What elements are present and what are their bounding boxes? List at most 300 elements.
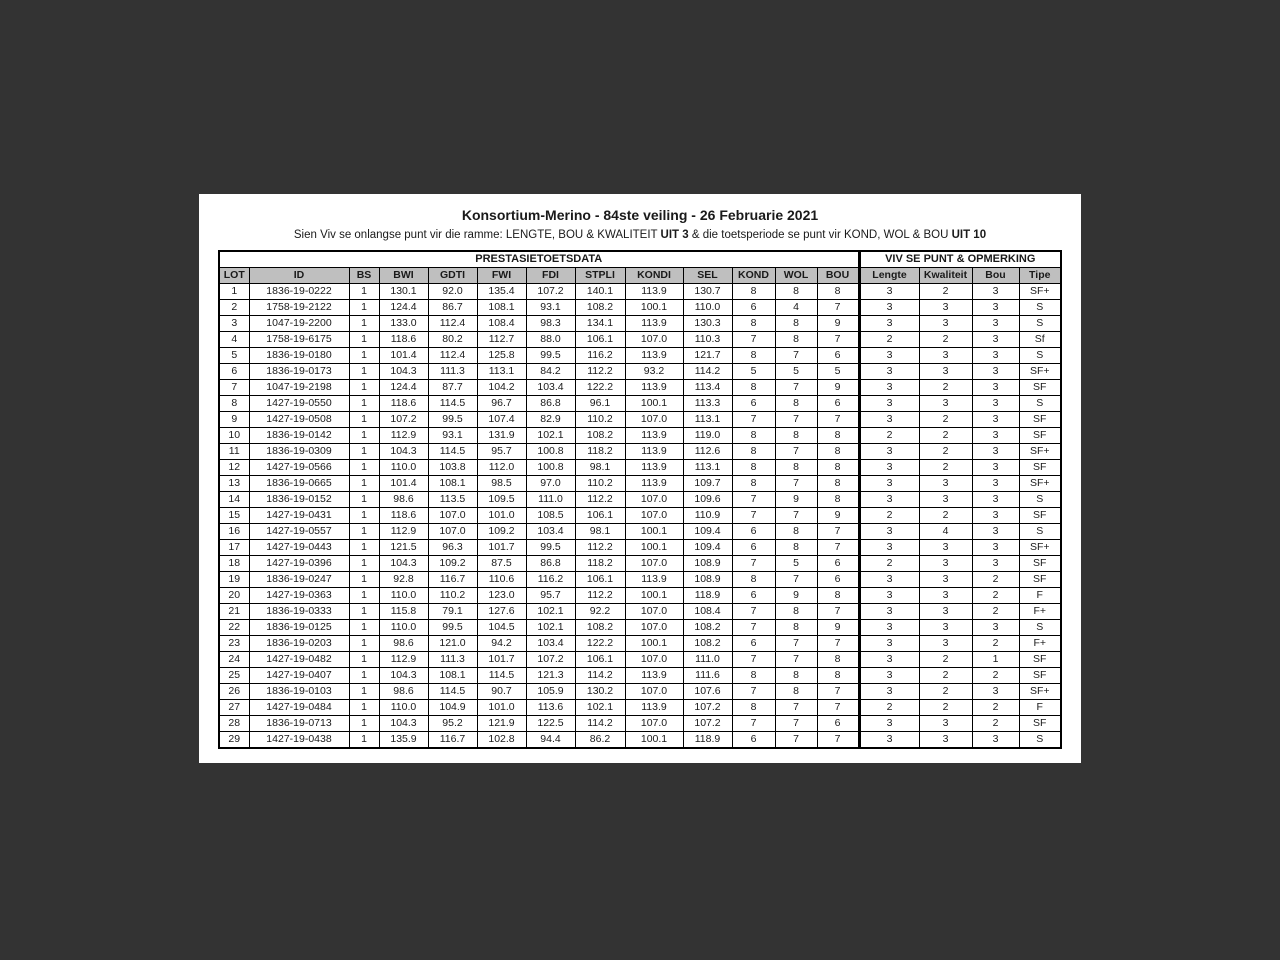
column-header: BOU: [817, 268, 859, 284]
table-row: [219, 428, 1061, 444]
cell: 3: [859, 348, 919, 364]
cell: 111.0: [526, 492, 575, 508]
cell: 100.1: [625, 636, 683, 652]
cell: 112.2: [575, 588, 625, 604]
column-header: Lengte: [859, 268, 919, 284]
cell: 113.9: [625, 444, 683, 460]
cell: 135.4: [477, 284, 526, 300]
cell: 6: [817, 348, 859, 364]
cell: 108.2: [575, 620, 625, 636]
table-row: [219, 652, 1061, 668]
cell: SF: [1019, 380, 1061, 396]
cell: 2: [972, 572, 1019, 588]
cell: 11: [219, 444, 249, 460]
cell: 1: [349, 460, 379, 476]
cell: 8: [817, 444, 859, 460]
cell: 113.9: [625, 284, 683, 300]
cell: 113.1: [477, 364, 526, 380]
cell: 112.9: [379, 428, 428, 444]
table-row: [219, 540, 1061, 556]
cell: 88.0: [526, 332, 575, 348]
cell: 3: [972, 620, 1019, 636]
cell: 3: [859, 620, 919, 636]
cell: 94.4: [526, 732, 575, 749]
cell: 2: [919, 700, 972, 716]
cell: Sf: [1019, 332, 1061, 348]
cell: 3: [859, 668, 919, 684]
cell: 118.2: [575, 444, 625, 460]
cell: 100.1: [625, 396, 683, 412]
cell: 2: [972, 716, 1019, 732]
cell: 3: [919, 396, 972, 412]
cell: 104.3: [379, 668, 428, 684]
cell: 112.4: [428, 348, 477, 364]
cell: 95.2: [428, 716, 477, 732]
column-header: FDI: [526, 268, 575, 284]
cell: 1: [349, 476, 379, 492]
data-table: [218, 250, 1062, 749]
cell: 82.9: [526, 412, 575, 428]
cell: 107.0: [428, 508, 477, 524]
cell: 1: [349, 732, 379, 749]
cell: 7: [817, 300, 859, 316]
cell: 5: [775, 364, 817, 380]
cell: 5: [817, 364, 859, 380]
cell: 1: [349, 428, 379, 444]
cell: 3: [859, 492, 919, 508]
cell: 100.1: [625, 300, 683, 316]
cell: 2: [919, 684, 972, 700]
cell: 109.4: [683, 524, 732, 540]
cell: 104.5: [477, 620, 526, 636]
cell: 8: [775, 460, 817, 476]
cell: 98.1: [575, 460, 625, 476]
cell: 107.0: [625, 492, 683, 508]
cell: 14: [219, 492, 249, 508]
cell: 112.6: [683, 444, 732, 460]
cell: 15: [219, 508, 249, 524]
cell: 3: [859, 284, 919, 300]
cell: 8: [732, 348, 775, 364]
cell: 3: [859, 732, 919, 749]
cell: 3: [859, 652, 919, 668]
cell: 7: [732, 620, 775, 636]
cell: 113.9: [625, 316, 683, 332]
cell: 108.2: [683, 620, 732, 636]
cell: 6: [732, 588, 775, 604]
table-row: [219, 476, 1061, 492]
cell: SF+: [1019, 364, 1061, 380]
cell: 111.0: [683, 652, 732, 668]
cell: 118.9: [683, 588, 732, 604]
cell: 3: [919, 716, 972, 732]
cell: 100.8: [526, 444, 575, 460]
cell: 2: [972, 588, 1019, 604]
cell: 104.3: [379, 556, 428, 572]
cell: 1: [219, 284, 249, 300]
cell: SF+: [1019, 476, 1061, 492]
cell: 7: [817, 636, 859, 652]
column-header: STPLI: [575, 268, 625, 284]
cell: 1: [349, 348, 379, 364]
cell: 18: [219, 556, 249, 572]
cell: 106.1: [575, 572, 625, 588]
cell: 5: [732, 364, 775, 380]
cell: 105.9: [526, 684, 575, 700]
group-header: PRESTASIETOETSDATA: [219, 251, 859, 268]
cell: 93.1: [526, 300, 575, 316]
cell: 110.2: [575, 412, 625, 428]
table-row: [219, 396, 1061, 412]
cell: 107.0: [428, 524, 477, 540]
cell: 1836-19-0713: [249, 716, 349, 732]
cell: 107.2: [526, 284, 575, 300]
column-header: BS: [349, 268, 379, 284]
cell: 131.9: [477, 428, 526, 444]
cell: 118.9: [683, 732, 732, 749]
cell: 8: [775, 396, 817, 412]
cell: 8: [732, 476, 775, 492]
cell: 3: [972, 556, 1019, 572]
cell: 87.7: [428, 380, 477, 396]
cell: 1: [349, 668, 379, 684]
cell: 7: [817, 524, 859, 540]
cell: 3: [859, 380, 919, 396]
cell: 1427-19-0396: [249, 556, 349, 572]
cell: 3: [919, 572, 972, 588]
cell: 8: [732, 444, 775, 460]
cell: 8: [817, 428, 859, 444]
cell: 16: [219, 524, 249, 540]
cell: 134.1: [575, 316, 625, 332]
cell: 8: [732, 460, 775, 476]
cell: 114.5: [428, 396, 477, 412]
cell: 121.0: [428, 636, 477, 652]
cell: 13: [219, 476, 249, 492]
cell: 3: [972, 380, 1019, 396]
cell: 107.0: [625, 508, 683, 524]
cell: 1: [349, 364, 379, 380]
cell: 3: [919, 620, 972, 636]
cell: 3: [919, 300, 972, 316]
cell: 109.7: [683, 476, 732, 492]
cell: 93.1: [428, 428, 477, 444]
cell: 122.2: [575, 636, 625, 652]
column-header: KONDI: [625, 268, 683, 284]
cell: 102.1: [526, 620, 575, 636]
cell: 7: [732, 508, 775, 524]
cell: 112.4: [428, 316, 477, 332]
cell: 113.9: [625, 476, 683, 492]
cell: 113.4: [683, 380, 732, 396]
cell: 1836-19-0173: [249, 364, 349, 380]
cell: 1427-19-0484: [249, 700, 349, 716]
cell: 8: [817, 492, 859, 508]
cell: 92.0: [428, 284, 477, 300]
cell: 6: [732, 540, 775, 556]
cell: 1836-19-0222: [249, 284, 349, 300]
cell: 106.1: [575, 652, 625, 668]
table-row: [219, 588, 1061, 604]
column-header: SEL: [683, 268, 732, 284]
cell: 107.2: [379, 412, 428, 428]
cell: 1: [349, 492, 379, 508]
table-row: [219, 412, 1061, 428]
cell: 1427-19-0407: [249, 668, 349, 684]
cell: 7: [817, 684, 859, 700]
cell: 108.9: [683, 572, 732, 588]
cell: 7: [775, 652, 817, 668]
cell: 2: [859, 332, 919, 348]
table-row: [219, 668, 1061, 684]
table-row: [219, 716, 1061, 732]
cell: 104.3: [379, 716, 428, 732]
cell: 1836-19-0103: [249, 684, 349, 700]
cell: SF: [1019, 716, 1061, 732]
cell: 95.7: [526, 588, 575, 604]
cell: 3: [859, 364, 919, 380]
cell: 3: [919, 636, 972, 652]
table-row: [219, 684, 1061, 700]
table-row: [219, 620, 1061, 636]
cell: 114.2: [575, 716, 625, 732]
cell: 1: [349, 380, 379, 396]
cell: 3: [859, 460, 919, 476]
cell: 2: [859, 556, 919, 572]
cell: 3: [919, 364, 972, 380]
group-header: VIV SE PUNT & OPMERKING: [859, 251, 1061, 268]
cell: 6: [732, 732, 775, 749]
cell: 3: [859, 636, 919, 652]
cell: 116.7: [428, 732, 477, 749]
cell: 103.4: [526, 524, 575, 540]
cell: 3: [859, 684, 919, 700]
cell: 86.8: [526, 556, 575, 572]
document-page: [199, 194, 1081, 763]
cell: 7: [817, 332, 859, 348]
cell: 113.9: [625, 668, 683, 684]
cell: 8: [775, 316, 817, 332]
cell: 112.0: [477, 460, 526, 476]
cell: 3: [859, 300, 919, 316]
cell: 121.9: [477, 716, 526, 732]
table-row: [219, 572, 1061, 588]
cell: 100.8: [526, 460, 575, 476]
cell: 101.0: [477, 700, 526, 716]
cell: 21: [219, 604, 249, 620]
cell: 80.2: [428, 332, 477, 348]
cell: 3: [919, 492, 972, 508]
cell: 8: [775, 684, 817, 700]
cell: 3: [972, 732, 1019, 749]
cell: 106.1: [575, 332, 625, 348]
cell: F: [1019, 700, 1061, 716]
column-header: FWI: [477, 268, 526, 284]
cell: 10: [219, 428, 249, 444]
cell: 7: [817, 700, 859, 716]
cell: 102.1: [526, 604, 575, 620]
cell: 1427-19-0443: [249, 540, 349, 556]
cell: 113.9: [625, 348, 683, 364]
cell: 3: [919, 604, 972, 620]
cell: 7: [775, 700, 817, 716]
cell: 1: [972, 652, 1019, 668]
cell: 98.6: [379, 684, 428, 700]
cell: 7: [732, 556, 775, 572]
cell: 2: [919, 652, 972, 668]
cell: 104.9: [428, 700, 477, 716]
cell: 108.2: [683, 636, 732, 652]
cell: 1: [349, 572, 379, 588]
table-row: [219, 636, 1061, 652]
cell: 2: [859, 508, 919, 524]
cell: 7: [732, 332, 775, 348]
cell: SF: [1019, 428, 1061, 444]
column-header: Tipe: [1019, 268, 1061, 284]
table-row: [219, 444, 1061, 460]
cell: 1: [349, 684, 379, 700]
cell: 8: [775, 284, 817, 300]
cell: 102.8: [477, 732, 526, 749]
cell: 1758-19-6175: [249, 332, 349, 348]
cell: 6: [817, 572, 859, 588]
cell: 123.0: [477, 588, 526, 604]
cell: 92.2: [575, 604, 625, 620]
cell: 7: [732, 716, 775, 732]
cell: 112.7: [477, 332, 526, 348]
cell: 7: [775, 412, 817, 428]
column-header: GDTI: [428, 268, 477, 284]
cell: 3: [859, 396, 919, 412]
cell: 7: [219, 380, 249, 396]
cell: 8: [775, 668, 817, 684]
subtitle-part: Sien Viv se onlangse punt vir die ramme: LENGTE, BOU & KWALITEIT: [293, 229, 661, 241]
cell: 1: [349, 620, 379, 636]
table-body: [219, 284, 1061, 749]
cell: 3: [972, 524, 1019, 540]
cell: 3: [919, 316, 972, 332]
cell: 101.0: [477, 508, 526, 524]
cell: 9: [219, 412, 249, 428]
cell: 8: [817, 668, 859, 684]
cell: 7: [775, 508, 817, 524]
cell: 109.6: [683, 492, 732, 508]
cell: 7: [732, 684, 775, 700]
cell: 3: [919, 588, 972, 604]
cell: 109.4: [683, 540, 732, 556]
cell: 6: [219, 364, 249, 380]
cell: 6: [732, 636, 775, 652]
table-row: [219, 524, 1061, 540]
cell: 8: [775, 540, 817, 556]
cell: 2: [972, 604, 1019, 620]
cell: 3: [859, 316, 919, 332]
table-row: [219, 508, 1061, 524]
cell: 3: [859, 716, 919, 732]
cell: 17: [219, 540, 249, 556]
cell: 101.7: [477, 540, 526, 556]
cell: 19: [219, 572, 249, 588]
cell: 124.4: [379, 380, 428, 396]
cell: 108.9: [683, 556, 732, 572]
cell: 116.2: [526, 572, 575, 588]
cell: 130.7: [683, 284, 732, 300]
cell: 3: [972, 316, 1019, 332]
cell: 113.9: [625, 700, 683, 716]
cell: 2: [919, 412, 972, 428]
cell: 25: [219, 668, 249, 684]
cell: 3: [972, 300, 1019, 316]
table-row: [219, 316, 1061, 332]
cell: 8: [775, 332, 817, 348]
cell: 98.1: [575, 524, 625, 540]
cell: 8: [817, 652, 859, 668]
cell: 3: [919, 556, 972, 572]
cell: 107.0: [625, 716, 683, 732]
cell: 95.7: [477, 444, 526, 460]
cell: 92.8: [379, 572, 428, 588]
cell: 96.3: [428, 540, 477, 556]
cell: S: [1019, 396, 1061, 412]
page-subtitle: [199, 228, 1081, 243]
cell: 110.0: [379, 700, 428, 716]
table-row: [219, 492, 1061, 508]
cell: 1: [349, 524, 379, 540]
cell: 7: [732, 492, 775, 508]
cell: 2: [972, 636, 1019, 652]
cell: 1: [349, 444, 379, 460]
cell: 7: [775, 732, 817, 749]
cell: 98.5: [477, 476, 526, 492]
cell: 7: [775, 572, 817, 588]
cell: 6: [732, 524, 775, 540]
cell: 121.5: [379, 540, 428, 556]
table-row: [219, 300, 1061, 316]
cell: 1836-19-0665: [249, 476, 349, 492]
cell: 110.2: [575, 476, 625, 492]
cell: 1836-19-0247: [249, 572, 349, 588]
cell: 3: [219, 316, 249, 332]
cell: 2: [219, 300, 249, 316]
cell: 110.0: [379, 460, 428, 476]
cell: 122.2: [575, 380, 625, 396]
cell: 2: [859, 700, 919, 716]
cell: 110.2: [428, 588, 477, 604]
cell: 1836-19-0125: [249, 620, 349, 636]
cell: 113.6: [526, 700, 575, 716]
cell: 101.4: [379, 476, 428, 492]
cell: 107.0: [625, 604, 683, 620]
cell: 107.6: [683, 684, 732, 700]
cell: 113.9: [625, 572, 683, 588]
cell: 86.2: [575, 732, 625, 749]
cell: 8: [219, 396, 249, 412]
cell: 111.3: [428, 652, 477, 668]
cell: 140.1: [575, 284, 625, 300]
cell: 86.8: [526, 396, 575, 412]
cell: 3: [972, 460, 1019, 476]
cell: 112.2: [575, 364, 625, 380]
cell: 8: [817, 476, 859, 492]
cell: 2: [972, 700, 1019, 716]
cell: 3: [972, 684, 1019, 700]
cell: 118.2: [575, 556, 625, 572]
cell: 24: [219, 652, 249, 668]
table-row: [219, 604, 1061, 620]
cell: 3: [859, 444, 919, 460]
cell: 107.0: [625, 684, 683, 700]
subtitle-part: UIT 10: [951, 229, 987, 241]
